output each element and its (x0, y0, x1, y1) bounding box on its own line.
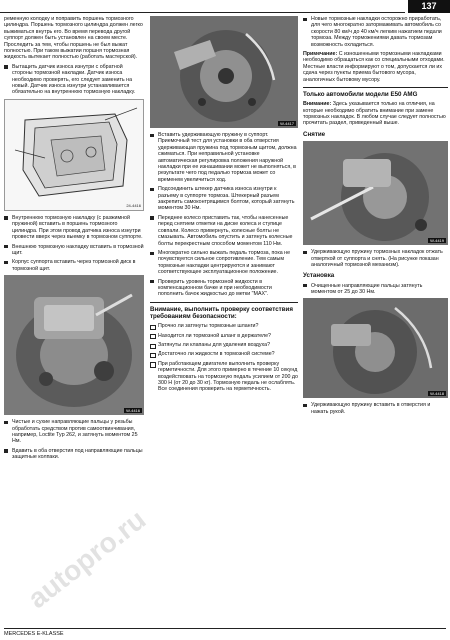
figure-code: 24-4416 (126, 202, 141, 208)
step-remove-wear-sensor: Вытащить датчик износа изнутри с обратной стороны тормозной накладки. Датчик износа необходимо проверять, его следует заменить на новый. Датчик износа изнутри устанавливается обязательно на внутреннюю тормозную накладку. (4, 64, 144, 96)
safety-question-hoses: Прочно ли затянуты тормозные шланги? (150, 323, 298, 329)
installation-heading: Установка (303, 272, 335, 280)
footer-title: MERCEDES E-KLASSE (4, 631, 64, 637)
e50-amg-heading: Только автомобили модели E50 AMG (303, 87, 448, 98)
safety-question-holder: Находится ли тормозной шланг в держателе? (150, 333, 298, 339)
safety-question-bleed-valves: Затянуты ли клапаны для удаления воздуха? (150, 342, 298, 348)
column-middle (150, 16, 298, 396)
caliper-photo (4, 275, 144, 415)
spring-photo-art (150, 16, 298, 128)
removal-heading: Снятие (303, 130, 326, 138)
header-rule (0, 12, 405, 13)
safety-question-fluid: Достаточно ли жидкости в тормозной системе? (150, 351, 298, 357)
brake-pad-drawing (4, 99, 144, 211)
figure-code: W-4416 (126, 408, 140, 414)
warning-paragraph (303, 101, 448, 127)
figure-code: W-4417 (280, 121, 294, 126)
step-insert-caps: Вдавить в оба отверстия под направляющие пальцы защитные колпаки. (4, 448, 144, 461)
step-press-in-spring: Удерживающую пружину вставить в отверстия и нажать рукой. (303, 402, 448, 415)
removal-photo (303, 141, 448, 245)
step-insert-inner-pad: Внутреннюю тормозную накладку (с разжимной пружиной) вставить в поршень тормозного цилиндра. При этом провод датчика износа изнутри провести вверх через выемку в тормозном суппорте. (4, 215, 144, 241)
step-mount-wheel: Переднее колесо приставить так, чтобы нанесенные перед снятием отметки на диске колеса и ступице совпали. Колесо привернуть, колесные болты не смазывать. Автомобиль опустить и затянуть колесные болты перекрестным способом моментом 110 Нм. (150, 215, 298, 247)
removal-photo-art (303, 141, 448, 245)
install-photo-art (303, 298, 448, 398)
spring-photo (150, 16, 298, 128)
note-text: С изношенными тормозными накладками необходимо обращаться как со специальными отходами. Местные власти информируют о том, допускается ли их сдача через пункты приема бытового мусора, аналогичных бытовому мусору. (303, 51, 445, 83)
safety-question-leak-test: При работающем двигателе выполнить проверку герметичности. Для этого примерно в течение 10 секунд воздействовать на тормозную педаль усилием от 200 до 300 Н (от 20 до 30 кг). Тормозную педаль не ослаблять. Все соединения проверить на герметичность. (150, 361, 298, 393)
page-header (0, 0, 450, 13)
column-left (4, 16, 144, 464)
figure-code: W-4419 (430, 238, 444, 244)
step-connect-sensor-plug: Подсоединить штекер датчика износа изнутри к разъему в суппорте тормоза. Штекерный разъем закрепить самоконтрящимся болтом, который затянуть моментом 30 Нм. (150, 186, 298, 212)
step-insert-caliper-housing: Корпус суппорта вставить через тормозной диск в тормозной щит. (4, 259, 144, 272)
intro-paragraph: ременную колодку и поправить поршень тормозного цилиндра. Поршень тормозного цилиндра должен легко выжиматься внутрь его. Во время перевода другой суппорт должен быть установлен на своем месте. Проследить за тем, чтобы поршень не был выжат полностью. При таком выжатии поршня тормозная жидкость вытекает полностью (работать мастерской). (4, 16, 143, 61)
warning-label: Внимание: (303, 101, 332, 108)
brake-pad-line-art (5, 100, 144, 211)
step-pump-brake-pedal: Многократно сильно выжать педаль тормоза, пока не почувствуется сильное сопротивление. Тем самым тормозные накладки центрируются и занимают соответствующее эксплуатационное положение. (150, 250, 298, 276)
step-insert-retaining-spring: Вставить удерживающую пружину в суппорт. Приемочный тест для установки в оба отверстия удерживающая пружина под тормозным щитом, должна сжиматься. При неправильной установке автоматическая регулировка положения наружной накладки при ее изнашивании может не выполняться, в результате чего под педалью тормоза может со временем увеличиться ход. (150, 132, 298, 183)
install-photo (303, 298, 448, 398)
note-paragraph (303, 51, 448, 83)
step-check-fluid-level: Проверить уровень тормозной жидкости в компенсационном бачке и при необходимости пополнить бачок жидкостью до метки "MAX". (150, 279, 298, 298)
step-bed-in-pads: Новые тормозные накладки осторожно приработать, для чего многократно затормаживать автомобиль со скорости 80 км/ч до 40 км/ч легким нажатием педали тормоза. Между торможениями давать тормозам возможность охладиться. (303, 16, 448, 48)
warning-text: Здесь указывается только на отличия, на которые необходимо обратить внимание при замене тормозных накладок. В любом случае следует полностью прочитать раздел, приведенный выше. (303, 101, 446, 127)
step-tighten-cleaned-pins: Очищенные направляющие пальцы затянуть моментом от 25 до 30 Нм. (303, 283, 448, 296)
page-number: 137 (408, 0, 450, 13)
column-right (303, 16, 448, 418)
step-tighten-guide-pins: Чистые и сухие направляющие пальцы у резьбы обработать средством против самоотвинчивания, например, Loctite Typ 262, и затянуть моментом 25 Нм. (4, 419, 144, 445)
safety-check-heading: Внимание, выполнить проверку соответствия требованиям безопасности: (150, 302, 298, 320)
caliper-photo-art (4, 275, 144, 415)
figure-code: W-4418 (430, 391, 444, 397)
step-remove-retaining-spring: Удерживающую пружину тормозных накладок отжать отверткой от суппорта и снять. (На рисунке показан аналогичный тормозной механизм). (303, 249, 448, 268)
watermark-text: autopro.ru (21, 503, 152, 615)
note-label: Примечание: (303, 51, 338, 58)
step-insert-outer-pad: Внешнюю тормозную накладку вставить в тормозной щит. (4, 244, 144, 257)
